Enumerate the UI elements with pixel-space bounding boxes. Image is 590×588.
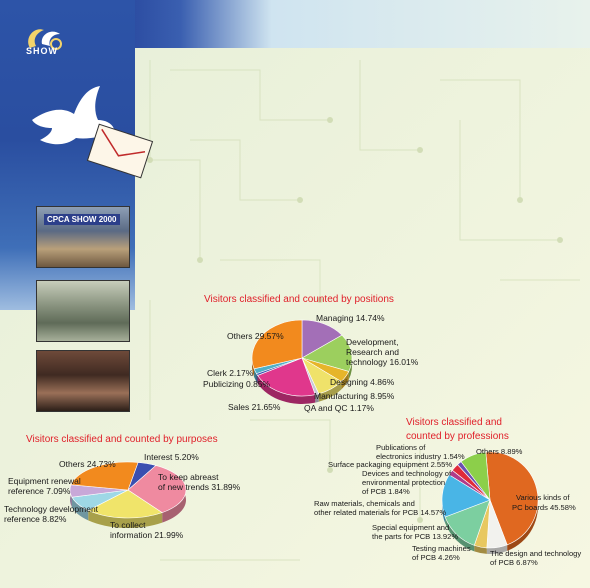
label-raw-materials xyxy=(314,499,446,517)
label-collect-info xyxy=(110,520,184,540)
label-publications-line2: electronics industry 1.54% xyxy=(376,452,465,461)
chart-title-purposes: Visitors classified and counted by purposes xyxy=(26,434,218,445)
label-tech-dev-line2: reference 8.82% xyxy=(4,514,67,524)
label-clerk: Clerk 2.17% xyxy=(207,368,254,378)
label-design-tech xyxy=(490,549,583,567)
label-various-pc-boards-line2: PC boards 45.58% xyxy=(512,503,576,512)
label-testing-machines-line2: of PCB 4.26% xyxy=(412,553,460,562)
label-surface-packaging: Surface packaging equipment 2.55% xyxy=(328,460,453,469)
label-environmental xyxy=(362,469,453,496)
label-design-tech-line1: The design and technology xyxy=(490,549,582,558)
photo-caption: CPCA SHOW 2000 xyxy=(44,214,120,225)
label-special-equipment-line2: the parts for PCB 13.92% xyxy=(372,532,459,541)
label-collect-info-line2: information 21.99% xyxy=(110,530,184,540)
label-various-pc-boards xyxy=(512,493,576,512)
label-development xyxy=(346,337,419,367)
label-manufacturing: Manufacturing 8.95% xyxy=(314,391,395,401)
label-new-trends-line2: of new trends 31.89% xyxy=(158,482,241,492)
label-new-trends xyxy=(158,472,241,492)
label-equipment-renewal-line1: Equipment renewal xyxy=(8,476,81,486)
label-designing: Designing 4.86% xyxy=(330,377,395,387)
label-development-line2: Research and xyxy=(346,347,399,357)
chart-title-professions-line1: Visitors classified and xyxy=(406,417,502,428)
label-special-equipment xyxy=(372,523,458,541)
label-raw-materials-line1: Raw materials, chemicals and xyxy=(314,499,415,508)
label-various-pc-boards-line1: Various kinds of xyxy=(516,493,570,502)
label-others-professions: Others 8.89% xyxy=(476,447,523,456)
label-publicizing: Publicizing 0.85% xyxy=(203,379,271,389)
label-testing-machines-line1: Testing machines xyxy=(412,544,471,553)
label-collect-info-line1: To collect xyxy=(110,520,146,530)
label-equipment-renewal-line2: reference 7.09% xyxy=(8,486,71,496)
label-publications-line1: Publications of xyxy=(376,443,426,452)
label-qa: QA and QC 1.17% xyxy=(304,403,374,413)
chart-title-professions xyxy=(406,417,509,442)
label-special-equipment-line1: Special equipment and xyxy=(372,523,450,532)
chart-title-positions: Visitors classified and counted by positions xyxy=(204,294,394,305)
label-others-positions: Others 29.57% xyxy=(227,331,284,341)
label-development-line1: Development, xyxy=(346,337,399,347)
label-managing: Managing 14.74% xyxy=(316,313,385,323)
logo-text: SHOW xyxy=(26,46,58,56)
label-environmental-line1: Devices and technology of xyxy=(362,469,452,478)
label-environmental-line3: of PCB 1.84% xyxy=(362,487,410,496)
label-sales: Sales 21.65% xyxy=(228,402,281,412)
label-raw-materials-line2: other related materials for PCB 14.57% xyxy=(314,508,447,517)
label-design-tech-line2: of PCB 6.87% xyxy=(490,558,538,567)
label-publications xyxy=(376,443,465,461)
label-others-purposes: Others 24.73% xyxy=(59,459,116,469)
chart-title-professions-line2: counted by professions xyxy=(406,431,509,442)
label-development-line3: technology 16.01% xyxy=(346,357,419,367)
label-environmental-line2: environmental protection xyxy=(362,478,446,487)
label-interest: Interest 5.20% xyxy=(144,452,199,462)
label-testing-machines xyxy=(412,544,473,562)
label-new-trends-line1: To keep abreast xyxy=(158,472,219,482)
label-tech-dev-line1: Technology development xyxy=(4,504,99,514)
